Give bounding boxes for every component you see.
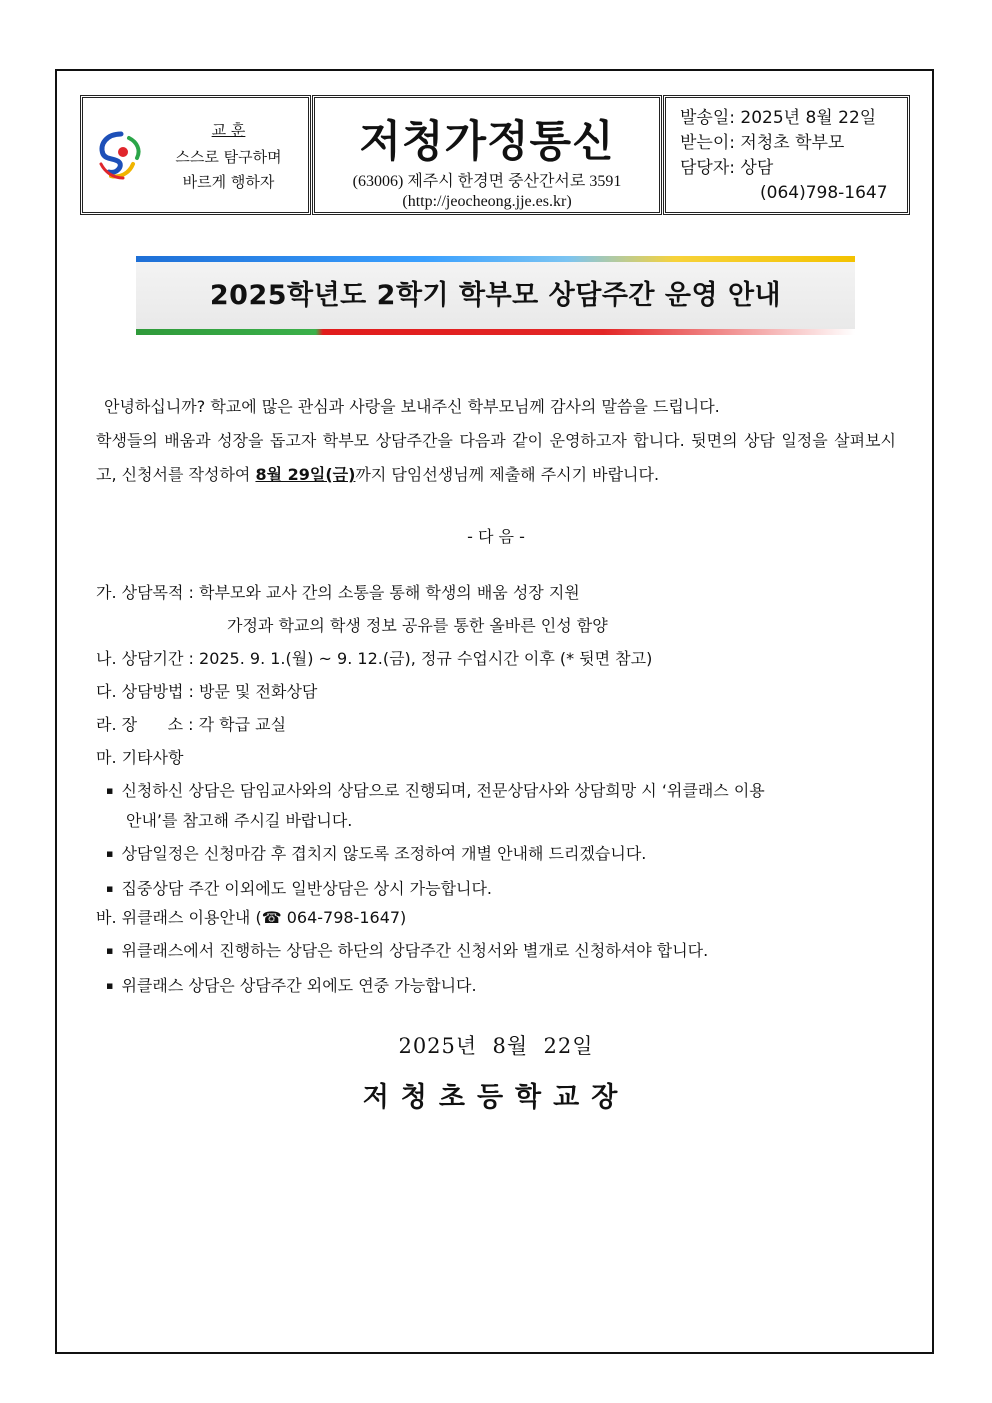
request-text: 학생들의 배움과 성장을 돕고자 학부모 상담주간을 다음과 같이 운영하고자 합니다. 뒷면의 상담 일정을 살펴보시고, 신청서를 작성하여 [96,431,896,484]
request-paragraph [96,424,896,492]
motto-line: 바르게 행하자 [182,173,275,191]
bullet-icon: ▪ [106,784,114,797]
school-address [315,172,659,212]
method-item: 다. 상담방법 : 방문 및 전화상담 [96,682,318,701]
deadline-date: 8월 29일(금) [255,465,356,484]
bullet-icon: ▪ [106,882,114,895]
list-item [96,934,896,969]
newsletter-title: 저청가정통신 [359,117,615,167]
school-logo-icon [93,128,149,184]
newsletter-header [80,95,910,215]
person-in-charge: 담당자: 상담 [680,158,774,178]
school-motto [161,118,296,195]
recipient: 받는이: 저청초 학부모 [680,133,845,153]
request-text-end: 까지 담임선생님께 제출해 주시기 바랍니다. [355,465,660,484]
website-link[interactable]: (http://jeocheong.jje.es.kr) [402,193,572,210]
dispatch-info-box [663,95,910,215]
location-item: 라. 장 소 : 각 학급 교실 [96,715,287,734]
wee-class-heading: 바. 위클래스 이용안내 (☎ 064-798-1647) [96,908,407,927]
motto-title: 교 훈 [211,121,246,139]
bullet-icon: ▪ [106,979,114,992]
intro-paragraph [96,390,896,492]
period-item: 나. 상담기간 : 2025. 9. 1.(월) ~ 9. 12.(금), 정규 수업시간 이후 (* 뒷면 참고) [96,649,653,668]
other-items-heading: 마. 기타사항 [96,748,184,767]
address-line: (63006) 제주시 한경면 중산간서로 3591 [352,173,622,190]
banner-bottom-stripe [136,329,855,335]
list-item [96,969,896,1004]
greeting-line: 안녕하십니까? 학교에 많은 관심과 사랑을 보내주신 학부모님께 감사의 말씀을 드립니다. [104,397,720,416]
section-separator: - 다 음 - [467,527,525,546]
purpose-item: 가. 상담목적 : 학부모와 교사 간의 소통을 통해 학생의 배움 성장 지원 [96,583,580,602]
list-item-cont: 안내’를 참고해 주시길 바랍니다. [126,811,353,830]
bullet-icon: ▪ [106,944,114,957]
masthead-box [312,95,662,215]
contact-phone: (064)798-1647 [760,183,888,203]
list-item-text: 상담일정은 신청마감 후 겹치지 않도록 조정하여 개별 안내해 드리겠습니다. [121,844,647,863]
purpose-item-cont: 가정과 학교의 학생 정보 공유를 통한 올바른 인성 함양 [227,616,608,635]
motto-box [80,95,311,215]
issue-date: 2025년 8월 22일 [398,1034,594,1058]
bullet-icon: ▪ [106,847,114,860]
list-item [96,837,896,872]
list-item-text: 위클래스에서 진행하는 상담은 하단의 상담주간 신청서와 별개로 신청하셔야 합니다. [121,941,709,960]
motto-line: 스스로 탐구하며 [175,148,282,166]
list-item-text: 위클래스 상담은 상담주간 외에도 연중 가능합니다. [121,976,477,995]
list-item-text: 집중상담 주간 이외에도 일반상담은 상시 가능합니다. [121,879,493,898]
document-title: 2025학년도 2학기 학부모 상담주간 운영 안내 [209,280,782,311]
dispatch-info [680,106,888,206]
title-banner [136,256,855,336]
principal-signature: 저청초등학교장 [362,1082,630,1113]
list-item-text: 신청하신 상담은 담임교사와의 상담으로 진행되며, 전문상담사와 상담희망 시 ‘위클래스 이용 [121,781,765,800]
details-list [96,576,896,1004]
send-date: 발송일: 2025년 8월 22일 [680,108,877,128]
